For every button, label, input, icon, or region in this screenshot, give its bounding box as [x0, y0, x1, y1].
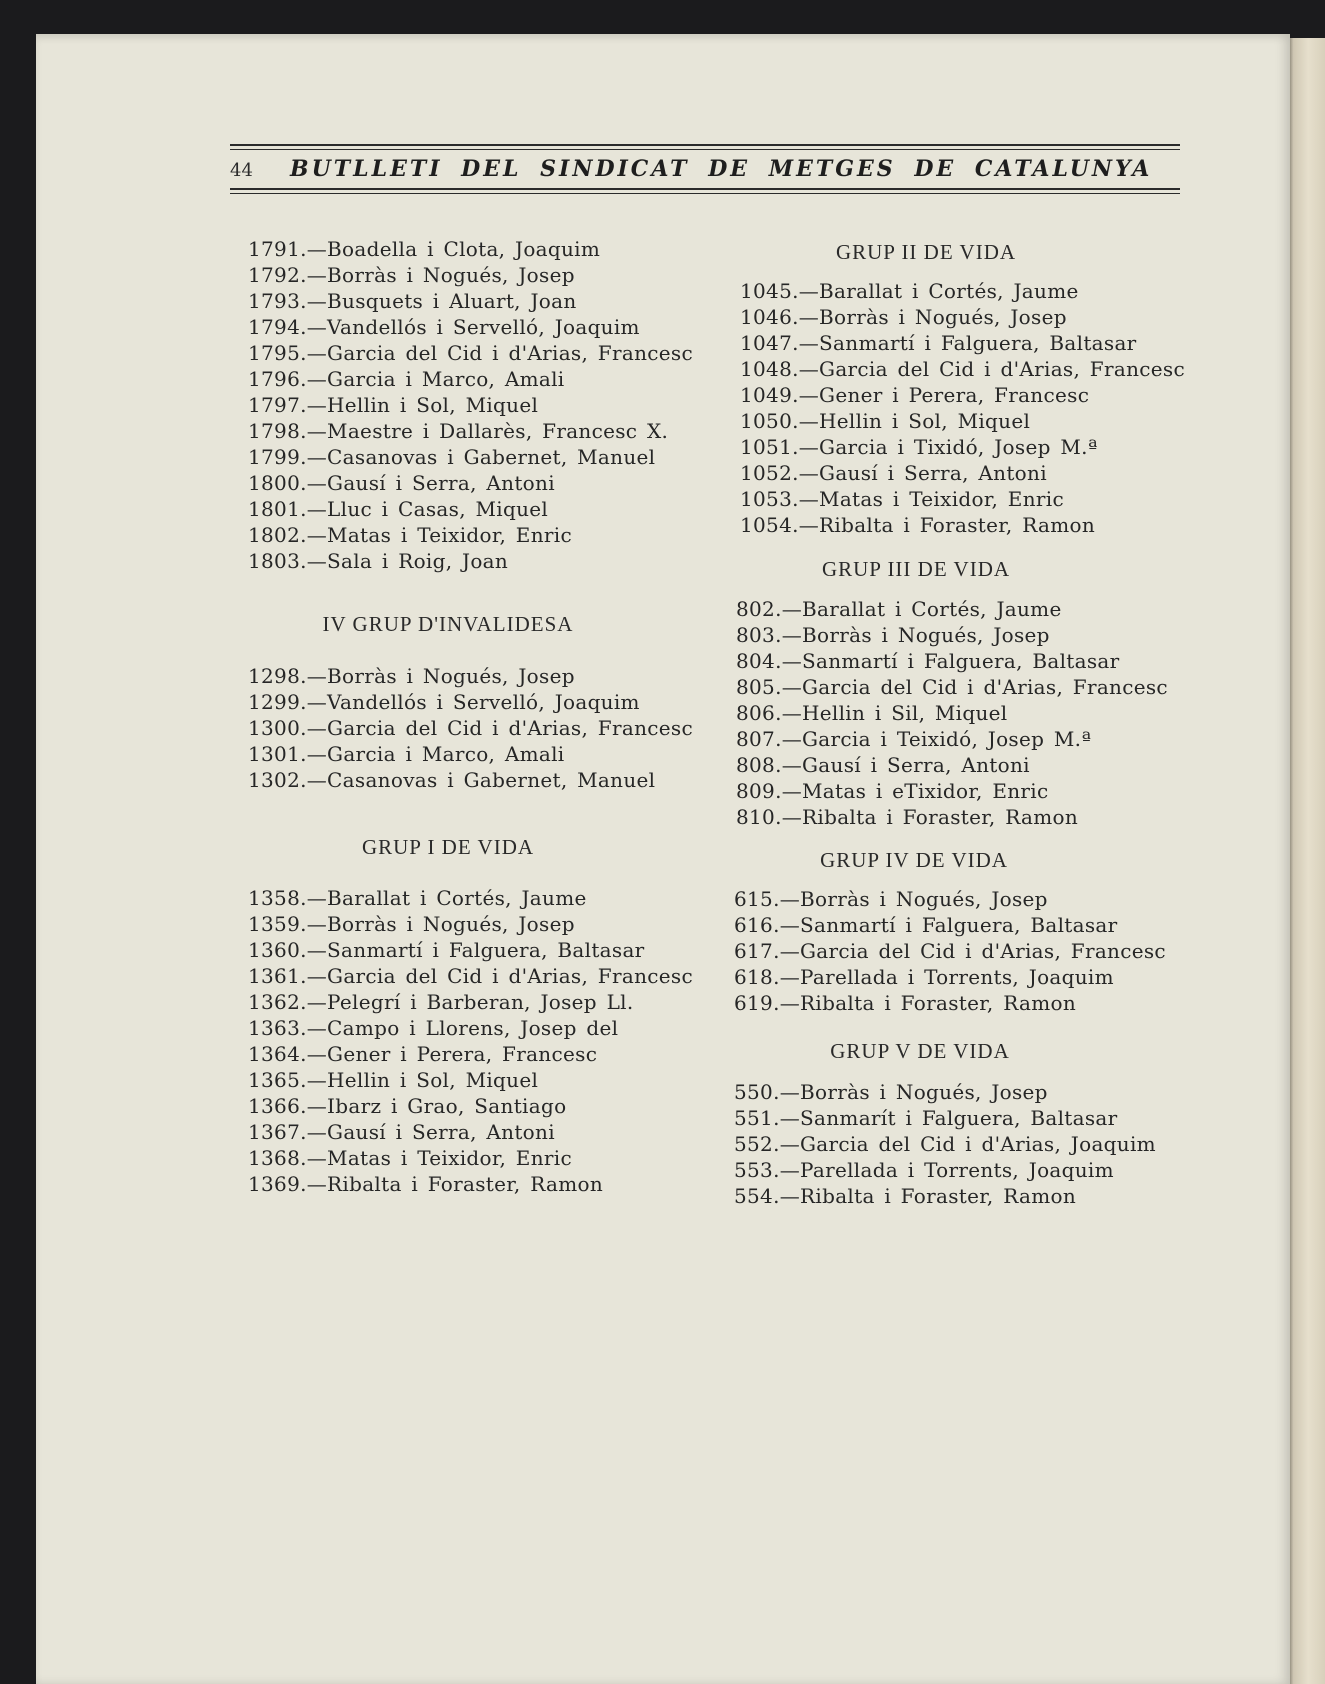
list-item: 1358.—Barallat i Cortés, Jaume: [248, 886, 587, 910]
running-title: BUTLLETI DEL SINDICAT DE METGES DE CATALUNYA: [290, 156, 1153, 182]
list-item: 806.—Hellin i Sil, Miquel: [736, 701, 1008, 725]
list-item: 551.—Sanmarít i Falguera, Baltasar: [734, 1106, 1118, 1130]
list-item: 1366.—Ibarz i Grao, Santiago: [248, 1094, 567, 1118]
list-item: 615.—Borràs i Nogués, Josep: [734, 887, 1048, 911]
section-heading-grup-iii: GRUP III DE VIDA: [821, 557, 1011, 581]
header-bottom-rule: [230, 188, 1180, 194]
list-item: 617.—Garcia del Cid i d'Arias, Francesc: [734, 939, 1166, 963]
list-item: 616.—Sanmartí i Falguera, Baltasar: [734, 913, 1118, 937]
list-item: 1368.—Matas i Teixidor, Enric: [248, 1146, 572, 1170]
page-number: 44: [230, 160, 253, 181]
list-item: 804.—Sanmartí i Falguera, Baltasar: [736, 649, 1120, 673]
list-item: 1362.—Pelegrí i Barberan, Josep Ll.: [248, 990, 634, 1014]
list-item: 1048.—Garcia del Cid i d'Arias, Francesc: [740, 357, 1185, 381]
list-item: 1365.—Hellin i Sol, Miquel: [248, 1068, 539, 1092]
list-item: 554.—Ribalta i Foraster, Ramon: [734, 1184, 1077, 1208]
list-item: 552.—Garcia del Cid i d'Arias, Joaquim: [734, 1132, 1156, 1156]
list-item: 1052.—Gausí i Serra, Antoni: [740, 461, 1047, 485]
list-item: 805.—Garcia del Cid i d'Arias, Francesc: [736, 675, 1168, 699]
list-item: 1800.—Gausí i Serra, Antoni: [248, 471, 555, 495]
list-item: 1369.—Ribalta i Foraster, Ramon: [248, 1172, 604, 1196]
list-item: 1047.—Sanmartí i Falguera, Baltasar: [740, 331, 1137, 355]
list-item: 1053.—Matas i Teixidor, Enric: [740, 487, 1064, 511]
list-item: 1050.—Hellin i Sol, Miquel: [740, 409, 1031, 433]
list-item: 1795.—Garcia del Cid i d'Arias, Francesc: [248, 341, 693, 365]
list-item: 1049.—Gener i Perera, Francesc: [740, 383, 1090, 407]
list-item: 802.—Barallat i Cortés, Jaume: [736, 597, 1062, 621]
section-heading-grup-i: GRUP I DE VIDA: [361, 835, 535, 859]
list-item: 1054.—Ribalta i Foraster, Ramon: [740, 513, 1096, 537]
list-item: 1797.—Hellin i Sol, Miquel: [248, 393, 539, 417]
list-item: 1298.—Borràs i Nogués, Josep: [248, 664, 575, 688]
list-item: 1803.—Sala i Roig, Joan: [248, 549, 509, 573]
list-item: 1360.—Sanmartí i Falguera, Baltasar: [248, 938, 645, 962]
list-item: 1793.—Busquets i Aluart, Joan: [248, 289, 577, 313]
page-header: [230, 144, 1180, 194]
list-item: 550.—Borràs i Nogués, Josep: [734, 1080, 1048, 1104]
list-item: 1364.—Gener i Perera, Francesc: [248, 1042, 598, 1066]
list-item: 809.—Matas i eTixidor, Enric: [736, 779, 1049, 803]
list-item: 1300.—Garcia del Cid i d'Arias, Francesc: [248, 716, 693, 740]
header-row: [230, 150, 1180, 188]
list-item: 1794.—Vandellós i Servelló, Joaquim: [248, 315, 640, 339]
list-item: 803.—Borràs i Nogués, Josep: [736, 623, 1050, 647]
list-item: 1359.—Borràs i Nogués, Josep: [248, 912, 575, 936]
section-heading-grup-iv: GRUP IV DE VIDA: [820, 848, 1008, 872]
section-heading-invalidesa: IV GRUP D'INVALIDESA: [322, 612, 574, 636]
list-item: 807.—Garcia i Teixidó, Josep M.ª: [736, 727, 1092, 751]
list-item: 1801.—Lluc i Casas, Miquel: [248, 497, 549, 521]
list-item: 618.—Parellada i Torrents, Joaquim: [734, 965, 1114, 989]
list-item: 1363.—Campo i Llorens, Josep del: [248, 1016, 619, 1040]
list-item: 1051.—Garcia i Tixidó, Josep M.ª: [740, 435, 1098, 459]
list-item: 1802.—Matas i Teixidor, Enric: [248, 523, 572, 547]
list-item: 1046.—Borràs i Nogués, Josep: [740, 305, 1067, 329]
section-heading-grup-ii: GRUP II DE VIDA: [835, 240, 1017, 264]
document-page: [36, 34, 1290, 1684]
list-item: 553.—Parellada i Torrents, Joaquim: [734, 1158, 1114, 1182]
list-item: 1799.—Casanovas i Gabernet, Manuel: [248, 445, 656, 469]
list-item: 1299.—Vandellós i Servelló, Joaquim: [248, 690, 640, 714]
list-item: 808.—Gausí i Serra, Antoni: [736, 753, 1030, 777]
list-item: 1798.—Maestre i Dallarès, Francesc X.: [248, 419, 669, 443]
list-item: 1361.—Garcia del Cid i d'Arias, Francesc: [248, 964, 693, 988]
list-item: 619.—Ribalta i Foraster, Ramon: [734, 991, 1077, 1015]
list-item: 810.—Ribalta i Foraster, Ramon: [736, 805, 1079, 829]
list-item: 1792.—Borràs i Nogués, Josep: [248, 263, 575, 287]
list-item: 1796.—Garcia i Marco, Amali: [248, 367, 565, 391]
list-item: 1367.—Gausí i Serra, Antoni: [248, 1120, 555, 1144]
list-item: 1045.—Barallat i Cortés, Jaume: [740, 279, 1079, 303]
list-item: 1301.—Garcia i Marco, Amali: [248, 742, 565, 766]
list-item: 1302.—Casanovas i Gabernet, Manuel: [248, 768, 656, 792]
list-item: 1791.—Boadella i Clota, Joaquim: [248, 237, 601, 261]
section-heading-grup-v: GRUP V DE VIDA: [830, 1039, 1010, 1063]
